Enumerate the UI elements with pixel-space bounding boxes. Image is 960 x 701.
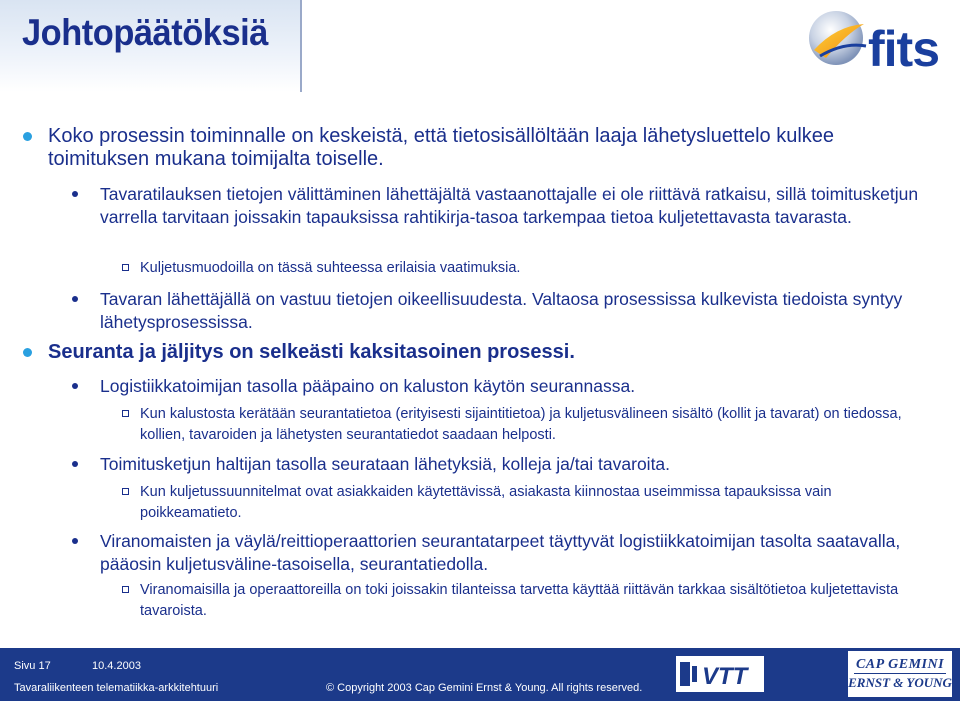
bullet-text: Koko prosessin toiminnalle on keskeistä, että tietosisällöltään laaja lähetysluettelo kulkee toimituksen mukana toimijalta toiselle. xyxy=(48,125,835,170)
bullet-text: Logistiikkatoimijan tasolla pääpaino on kaluston käytön seurannassa. xyxy=(100,376,636,396)
bullet-level3 xyxy=(140,482,930,524)
bullet-text: Tavaratilauksen tietojen välittäminen lähettäjältä vastaanottajalle ei ole riittävä ratkaisu, sillä toimitusketjun varrella tarvitaan joissakin tapauksissa rahtikirja-tasoa tarkempaa tietoa kuljetettavasta tavarasta. xyxy=(100,184,919,227)
capgemini-logo-line2: ERNST & YOUNG xyxy=(848,675,952,690)
bullet-square-icon xyxy=(122,586,129,593)
bullet-level3 xyxy=(140,258,930,279)
bullet-level2 xyxy=(100,288,940,334)
capgemini-logo-line1: CAP GEMINI xyxy=(855,657,945,672)
bullet-square-icon xyxy=(122,410,129,417)
slide-title: Johtopäätöksiä xyxy=(22,12,268,53)
bullet-text: Kun kalustosta kerätään seurantatietoa (erityisesti sijaintitietoa) ja kuljetusvälineen sisältö (kollit ja tavarat) on tiedossa, kollien, tavaroiden ja lähetysten seurantatiedot saadaan helposti. xyxy=(140,406,902,443)
bullet-level2 xyxy=(100,453,940,476)
bullet-dot-icon xyxy=(72,191,78,197)
bullet-level3 xyxy=(140,404,930,446)
vtt-logo-text: VTT xyxy=(702,663,748,690)
capgemini-logo xyxy=(848,651,952,697)
bullet-text: Kun kuljetussuunnitelmat ovat asiakkaiden käytettävissä, asiakasta kiinnostaa useimmissa tapauksissa vain poikkeamatieto. xyxy=(140,484,832,521)
bullet-level2 xyxy=(100,375,940,398)
bullet-text: Tavaran lähettäjällä on vastuu tietojen oikeellisuudesta. Valtaosa prosessissa kulkevista tiedoista syntyy lähetysprosessissa. xyxy=(100,289,903,332)
bullet-dot-icon xyxy=(72,296,78,302)
page-number: Sivu 17 xyxy=(14,660,51,672)
bullet-text: Viranomaisilla ja operaattoreilla on toki joissakin tilanteissa tarvetta käyttää riittävän tarkkaa sisältötietoa kuljetettavista tavaroista. xyxy=(140,582,899,619)
footer-project: Tavaraliikenteen telematiikka-arkkitehtuuri xyxy=(14,682,219,694)
bullet-dot-icon xyxy=(72,383,78,389)
vtt-logo xyxy=(676,656,764,692)
bullet-square-icon xyxy=(122,488,129,495)
fits-logo-text: fits xyxy=(868,21,939,77)
footer-date: 10.4.2003 xyxy=(92,660,141,672)
footer-copyright: © Copyright 2003 Cap Gemini Ernst & Young. All rights reserved. xyxy=(326,682,643,694)
bullet-level2 xyxy=(100,530,940,576)
logo-divider xyxy=(854,673,946,674)
bullet-level1 xyxy=(48,341,898,364)
bullet-level2 xyxy=(100,183,940,229)
bullet-square-icon xyxy=(122,264,129,271)
bullet-dot-icon xyxy=(23,132,32,141)
footer-bar xyxy=(0,648,960,701)
bullet-text: Seuranta ja jäljitys on selkeästi kaksitasoinen prosessi. xyxy=(48,341,575,363)
bullet-level3 xyxy=(140,580,930,622)
bullet-dot-icon xyxy=(72,538,78,544)
bullet-dot-icon xyxy=(23,348,32,357)
bullet-text: Kuljetusmuodoilla on tässä suhteessa erilaisia vaatimuksia. xyxy=(140,260,521,276)
bullet-dot-icon xyxy=(72,461,78,467)
bullet-text: Viranomaisten ja väylä/reittioperaattorien seurantatarpeet täyttyvät logistiikkatoimijan tasolta saatavalla, pääosin kuljetusväline-tasoisella, seurantatiedolla. xyxy=(100,531,901,574)
bullet-text: Toimitusketjun haltijan tasolla seurataan lähetyksiä, kolleja ja/tai tavaroita. xyxy=(100,454,671,474)
bullet-level1 xyxy=(48,125,898,171)
